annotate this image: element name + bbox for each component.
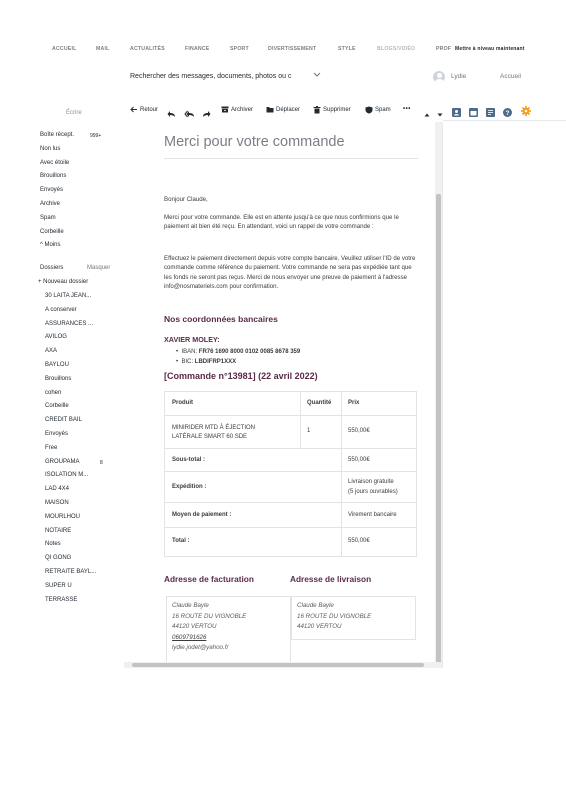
shipping-address	[291, 596, 416, 640]
horizontal-scrollbar[interactable]	[124, 662, 442, 668]
nav-prof[interactable]: PROF	[436, 46, 452, 52]
sidebar-item[interactable]: Envoyés	[40, 187, 64, 194]
col-product: Produit	[172, 400, 193, 406]
total-value: 550,00€	[348, 538, 370, 544]
sidebar-item[interactable]: Boîte récept.	[40, 132, 75, 138]
gear-icon[interactable]	[521, 103, 531, 121]
product-qty: 1	[307, 428, 311, 434]
order-heading: [Commande n°13981] (22 avril 2022)	[164, 371, 318, 381]
folder-item[interactable]: TERRASSE	[45, 596, 78, 603]
scrollbar-thumb[interactable]	[436, 194, 441, 664]
bank-heading: Nos coordonnées bancaires	[164, 314, 278, 324]
table-header-row	[165, 392, 416, 416]
folder-item[interactable]: SUPER U	[45, 582, 72, 589]
billing-city: 44120 VERTOU	[172, 623, 217, 630]
pane-divider	[442, 122, 443, 668]
payment-value: Virement bancaire	[348, 512, 397, 518]
total-label: Total :	[172, 538, 190, 544]
folder-item[interactable]: AVILOG	[45, 334, 67, 341]
nav-mail[interactable]: MAIL	[96, 46, 110, 52]
unread-count-badge: 999+	[90, 133, 102, 139]
billing-phone-link[interactable]: 0609791626	[172, 633, 207, 641]
folder-item[interactable]: Notes	[45, 541, 61, 548]
forward-icon[interactable]	[202, 105, 211, 123]
scrollbar-thumb[interactable]	[132, 663, 424, 667]
shipping-street: 16 ROUTE DU VIGNOBLE	[297, 612, 372, 620]
col-divider	[341, 392, 342, 556]
folder-item[interactable]: NOTAIRE	[45, 527, 72, 534]
more-button[interactable]: •••	[403, 106, 411, 112]
avatar[interactable]	[433, 71, 445, 83]
hide-folders-button[interactable]: Masquer	[87, 265, 111, 271]
shield-icon	[365, 106, 373, 114]
folder-item[interactable]: CREDIT BAIL	[45, 417, 82, 424]
move-button[interactable]	[266, 106, 300, 113]
top-nav	[0, 40, 566, 60]
payment-row	[165, 503, 416, 528]
folder-item[interactable]: ASSURANCES ...	[45, 320, 94, 327]
paragraph-2: Effectuez le paiement directement depuis votre compte bancaire. Veuillez utiliser l'ID de votre commande comme référence du paiement. Votre commande ne sera pas expédiée tant que les fonds ne seront pas reçus. Merci de nous envoyer une preuve de paiement à l'adresse info@nosmateriels.com pour confirmation.	[164, 255, 416, 290]
user-name[interactable]: Lydie	[451, 73, 467, 80]
trash-icon	[313, 106, 321, 114]
svg-text:?: ?	[505, 110, 510, 117]
folder-item[interactable]: 30 LAITA JEAN...	[45, 293, 92, 299]
shipping-name: Claude Bayle	[297, 602, 334, 609]
shipping-row	[165, 472, 416, 503]
folder-item[interactable]: AXA	[45, 348, 58, 355]
nav-blogs[interactable]: BLOGS/VIDÉO	[377, 46, 416, 52]
subtotal-row	[165, 449, 416, 472]
spam-label: Spam	[375, 107, 391, 113]
arrow-left-icon	[130, 106, 138, 113]
folder-item[interactable]: Corbeille	[45, 403, 69, 410]
greeting: Bonjour Claude,	[164, 196, 208, 203]
folders-label: Dossiers	[40, 265, 64, 271]
billing-address	[166, 596, 291, 662]
sidebar-item[interactable]: Archive	[40, 201, 61, 207]
folder-icon	[266, 106, 274, 113]
subtotal-value: 550,00€	[348, 457, 370, 463]
payment-label: Moyen de paiement :	[172, 512, 232, 518]
folder-item[interactable]: RETRAITE BAYL...	[45, 569, 97, 575]
nav-sport[interactable]: SPORT	[230, 46, 249, 52]
message-title: Merci pour votre commande	[164, 134, 345, 150]
paragraph-1: Merci pour votre commande. Elle est en attente jusqu'à ce que nous confirmions que le paiement ait bien été reçu. En attendant, voici un rappel de votre commande :	[164, 214, 399, 231]
vertical-scrollbar[interactable]	[435, 122, 442, 662]
home-link[interactable]: Accueil	[500, 73, 521, 80]
col-price: Prix	[348, 400, 360, 406]
sidebar-item[interactable]: Avec étoile	[40, 159, 70, 166]
shipping-label: Expédition :	[172, 484, 207, 490]
spam-button[interactable]	[365, 106, 391, 114]
reply-icon[interactable]	[167, 105, 176, 123]
product-price: 550,00€	[348, 428, 370, 434]
folder-item[interactable]: MOURLHOU	[45, 513, 81, 520]
chevron-down-icon[interactable]	[313, 72, 321, 80]
folder-item[interactable]: Brouillons	[45, 375, 72, 382]
billing-heading: Adresse de facturation	[164, 574, 254, 584]
nav-style[interactable]: STYLE	[338, 46, 356, 52]
archive-icon	[221, 106, 229, 113]
billing-name: Claude Bayle	[172, 602, 209, 609]
billing-street: 16 ROUTE DU VIGNOBLE	[172, 612, 247, 620]
shipping-city: 44120 VERTOU	[297, 623, 342, 630]
message-pane	[124, 122, 442, 662]
folder-item[interactable]: A conserver	[45, 306, 77, 313]
archive-label: Archiver	[231, 106, 254, 113]
subtotal-label: Sous-total :	[172, 457, 205, 463]
nav-finance[interactable]: FINANCE	[185, 46, 210, 52]
folder-item[interactable]: cohen	[45, 389, 62, 396]
total-row	[165, 528, 416, 555]
new-folder-button[interactable]: + Nouveau dossier	[38, 279, 89, 285]
reply-all-icon[interactable]	[184, 105, 195, 123]
title-divider	[164, 158, 418, 159]
nav-accueil[interactable]: ACCUEIL	[52, 46, 77, 52]
folder-item[interactable]: Envoyés	[45, 431, 69, 437]
back-button[interactable]	[130, 106, 158, 113]
folder-item[interactable]: Free	[45, 444, 58, 451]
product-name: MINIRIDER MTD À ÉJECTION LATÉRALE SMART 60 SDE	[172, 425, 256, 440]
nav-divertissement[interactable]: DIVERTISSEMENT	[268, 46, 317, 52]
search-input[interactable]: Rechercher des messages, documents, photos ou c	[130, 73, 292, 80]
back-label: Retour	[140, 106, 159, 113]
chevron-up-icon[interactable]	[424, 105, 430, 123]
delete-label: Supprimer	[323, 107, 351, 113]
order-table	[164, 391, 417, 557]
folder-item[interactable]: LAD 4X4	[45, 486, 70, 493]
shipping-value: Livraison gratuite (5 jours ouvrables)	[348, 479, 398, 495]
shipping-heading: Adresse de livraison	[290, 574, 372, 584]
folder-item[interactable]: ISOLATION M...	[45, 472, 89, 479]
nav-actualites[interactable]: ACTUALITÉS	[130, 46, 165, 52]
move-label: Déplacer	[276, 106, 301, 113]
delete-button[interactable]	[313, 106, 351, 114]
sidebar-item[interactable]: Brouillons	[40, 173, 67, 180]
folder-item[interactable]: QI GONG	[45, 555, 72, 562]
sidebar-item[interactable]: Corbeille	[40, 228, 64, 235]
sidebar-item[interactable]: Non lus	[40, 145, 61, 152]
collapse-button[interactable]: ^ Moins	[40, 242, 61, 249]
toolbar-divider	[443, 120, 566, 121]
folder-item[interactable]: MAISON	[45, 500, 69, 506]
bic-line: • BIC: LBDIFRP1XXX	[176, 359, 237, 365]
folder-item[interactable]: BAYLOU	[45, 362, 69, 368]
table-row	[165, 416, 416, 449]
folder-item[interactable]: GROUPAMA	[45, 458, 80, 465]
archive-button[interactable]	[221, 106, 253, 113]
compose-button[interactable]: Écrire	[66, 110, 82, 116]
upgrade-link[interactable]: Mettre à niveau maintenant	[455, 46, 525, 52]
col-divider	[300, 392, 301, 448]
unread-count-badge: 8	[100, 459, 103, 466]
account-name: XAVIER MOLEY:	[164, 335, 220, 344]
sidebar-item[interactable]: Spam	[40, 214, 56, 221]
billing-email: lydie.jodet@yahoo.fr	[172, 644, 229, 651]
col-quantity: Quantité	[307, 400, 332, 406]
iban-line: • IBAN: FR76 1690 8000 0102 0085 8678 359	[176, 349, 301, 355]
